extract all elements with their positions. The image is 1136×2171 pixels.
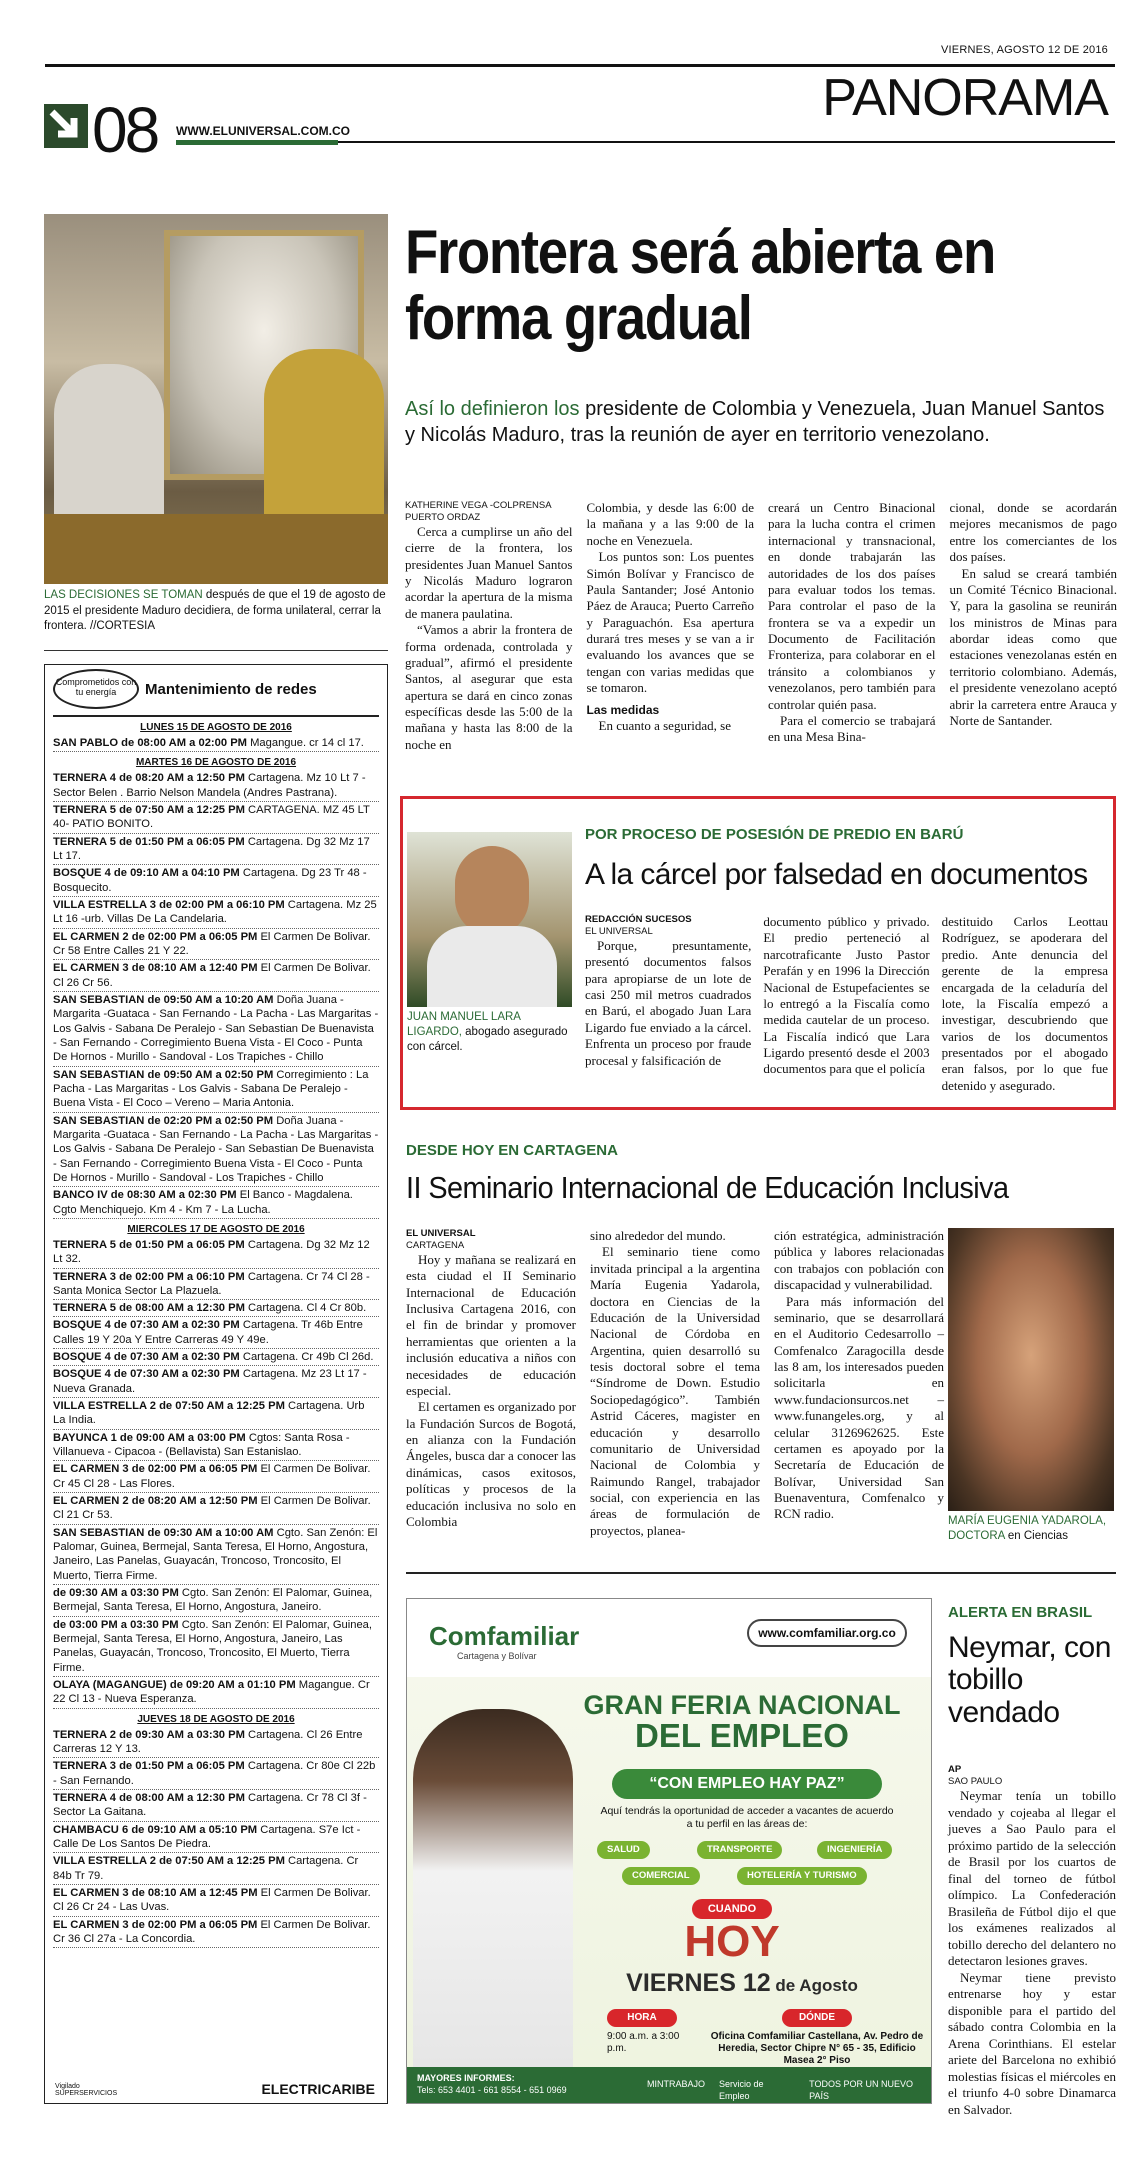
section-title: PANORAMA <box>822 69 1108 127</box>
schedule-item-detail: CARTAGENA. MZ 45 LT 40- PATIO BONITO. <box>53 803 370 831</box>
utility-brand: ELECTRICARIBE <box>261 2081 375 2097</box>
energy-logo: Comprometidos con tu energía <box>53 669 139 709</box>
schedule-item-title: TERNERA 4 de 08:00 AM a 12:30 PM <box>53 1792 245 1804</box>
lara-caption: JUAN MANUEL LARA LIGARDO, abogado asegurado con cárcel. <box>407 1011 568 1053</box>
partner-logos <box>647 2079 932 2102</box>
schedule-item-title: CHAMBACU 6 de 09:10 AM a 05:10 PM <box>53 1823 258 1836</box>
schedule-item-title: SAN SEBASTIAN de 02:20 PM a 02:50 PM <box>53 1114 274 1127</box>
paragraph: Neymar tenía un tobillo vendado y cojeaba al llegar el jueves a Sao Paulo para el próximo partido de la selección de Brasil por los cuartos de final del torneo de fútbol olímpico. La Confederación Brasileña de Fútbol dijo el que los exámenes realizados al tobillo derecho del delantero no detectaron lesiones graves. <box>948 1788 1116 1969</box>
schedule-item <box>53 1790 379 1822</box>
yadarola-caption: MARÍA EUGENIA YADAROLA, DOCTORA en Ciencias <box>948 1515 1107 1542</box>
schedule-item-title: TERNERA 2 de 09:30 AM a 03:30 PM <box>53 1728 245 1741</box>
where-label: DÓNDE <box>782 2009 852 2027</box>
story2-byline: REDACCIÓN SUCESOS <box>585 914 692 925</box>
story4-byline: AP <box>948 1764 962 1775</box>
logo-subtitle: Cartagena y Bolívar <box>457 1651 537 1661</box>
paragraph: Cerca a cumplirse un año del cierre de la frontera, los presidentes Juan Manuel Santos y Nicolás Maduro lograron acordar la apertura de la misma de manera paulatina. <box>405 523 573 621</box>
schedule-item-title: TERNERA 5 de 01:50 PM a 06:05 PM <box>53 835 245 848</box>
schedule-item-detail: Cartagena. Dg 32 Mz 12 Lt 32. <box>53 1238 370 1266</box>
ad-intro: Aquí tendrás la oportunidad de acceder a vacantes de acuerdo a tu perfil en las áreas de: <box>600 1805 894 1831</box>
area-tag: INGENIERÍA <box>817 1841 892 1859</box>
schedule-item-title: BOSQUE 4 de 07:30 AM a 02:30 PM <box>53 1351 240 1364</box>
schedule-item-detail: Cgto. San Zenón: El Palomar, Guinea, Bermejal, Santa Teresa, El Horno, Angostura, Janeiro, Las Panelas, Guayacán, Troncoso, Troncosito, El Muerto, Tierra Firme. <box>53 1526 378 1582</box>
ad-website[interactable]: www.comfamiliar.org.co <box>747 1619 907 1647</box>
section-divider <box>406 1572 1116 1574</box>
arrow-icon <box>44 104 88 148</box>
lara-photo <box>407 832 572 1007</box>
schedule-item <box>53 960 379 992</box>
paragraph: Hoy y mañana se realizará en esta ciudad el II Seminario Internacional de Educación Inclusiva Cartagena 2016, con el fin de brindar y promover herramientas que orienten a la inclusión educativa a niños con necesidades de educación especial. <box>406 1251 576 1398</box>
schedule-item-detail: Cartagena. Cr 49b Cl 26d. <box>239 1351 374 1364</box>
left-divider <box>44 650 388 651</box>
story3-col-3 <box>774 1228 944 1539</box>
partner-logo: Servicio de Empleo <box>719 2079 764 2101</box>
schedule-item <box>53 929 379 961</box>
schedule-item <box>53 1677 379 1709</box>
story2-kicker: POR PROCESO DE POSESIÓN DE PREDIO EN BARÚ <box>585 826 964 843</box>
schedule-item <box>53 897 379 929</box>
schedule-item-detail: Doña Juana - Margarita -Guataca - San Fernando - La Pacha - Las Margaritas - Los Galvis - Sabana De Peralejo - San Sebastian De Buenavista - San Fernando - Corregimiento Buena Vista - El Coco - Punta De Hornos - Murillo - Sandoval - Los Trapiches - Chillo <box>53 993 379 1064</box>
hour-label: HORA <box>607 2009 677 2027</box>
schedule-item <box>53 1300 379 1317</box>
schedule-item-title: TERNERA 4 de 08:20 AM a 12:50 PM <box>53 772 245 785</box>
lead-photo-caption: LAS DECISIONES SE TOMAN después de que el 19 de agosto de 2015 el presidente Maduro decidiera, de forma unilateral, cerrar la frontera. //CORTESIA <box>44 589 386 633</box>
paragraph: Los puntos son: Los puentes Simón Bolívar y Francisco de Paula Santander; José Antonio Páez de Arauca; Puerto Carreño y Paraguachón. Esa apertura durará tres meses y se van a ir evaluando los avances que se tengan con varias medidas que se tomaron. <box>586 549 754 696</box>
schedule-item-detail: Cartagena. Cr 84b Tr 79. <box>53 1855 359 1882</box>
person-left <box>54 364 164 524</box>
schedule-day-heading: LUNES 15 DE AGOSTO DE 2016 <box>140 722 292 733</box>
story3-body <box>406 1228 944 1539</box>
schedule-item-detail: El Carmen De Bolivar. Cl 21 Cr 53. <box>53 1495 371 1522</box>
ad-title <box>557 1691 927 1754</box>
issue-date: VIERNES, AGOSTO 12 DE 2016 <box>940 44 1108 56</box>
lead-body <box>405 500 1117 753</box>
schedule-item-title: VILLA ESTRELLA 2 de 07:50 AM a 12:25 PM <box>53 1855 285 1868</box>
where-text: Oficina Comfamiliar Castellana, Av. Pedro de Heredia, Sector Chipre N° 65 - 35, Edificio Masea 2° Piso <box>710 2031 924 2066</box>
schedule-item-title: SAN SEBASTIAN de 09:50 AM a 02:50 PM <box>53 1068 274 1081</box>
schedule-item-detail: Cartagena. S7e Ict - Calle De Los Santos De Piedra. <box>53 1823 361 1850</box>
regulator-logo: Vigilado SUPERSERVICIOS <box>55 2083 118 2097</box>
maintenance-schedule <box>53 722 379 1948</box>
schedule-item-title: SAN SEBASTIAN de 09:50 AM a 10:20 AM <box>53 993 274 1006</box>
schedule-item-detail: Cartagena. Cr 78 Cl 3f - Sector La Gaitana. <box>53 1792 367 1819</box>
schedule-item <box>53 1617 379 1677</box>
paragraph: documento público y privado. El predio perteneció al narcotraficante Justo Pastor Perafán y en 1996 la Dirección Nacional de Estupefacientes se lo entregó a la Fiscalía como medida cautelar de un proceso. La Fiscalía indicó que Lara Ligardo presentó desde el 2003 documentos para que el policía <box>763 914 930 1077</box>
schedule-item-detail: Corregimiento : La Pacha - Las Margaritas - Los Galvis - Sabana De Peralejo - Buena Vista - El Coco – Vereno – Maria Antonia. <box>53 1068 369 1110</box>
maintenance-header <box>53 669 379 717</box>
schedule-item-title: EL CARMEN 2 de 08:20 AM a 12:50 PM <box>53 1495 258 1508</box>
schedule-item-detail: El Banco - Magdalena. Cgto Menchiquejo. Km 4 - Km 7 - La Lucha. <box>53 1189 353 1216</box>
paragraph: ción estratégica, administración pública y labores relacionadas con trabajos con población con discapacidad y vulnerabilidad. <box>774 1228 944 1293</box>
schedule-item-title: BOSQUE 4 de 07:30 AM a 02:30 PM <box>53 1368 240 1381</box>
schedule-item-detail: El Carmen De Bolivar. Cr 36 Cl 27a - La Concordia. <box>53 1918 371 1945</box>
paragraph: Porque, presuntamente, presentó documentos falsos para apropiarse de un lote de casi 250 mil metros cuadrados en Barú, el abogado Juan Lara Ligardo fue enviado a la cárcel. Enfrenta un proceso por fraude procesal y falsificación de <box>585 937 752 1068</box>
paragraph: En salud se creará también un Comité Técnico Binacional. Y, para la gasolina se reunirán los ministros de Minas para abordar ideas como que estaciones venezolanas estén en territorio colombiano. Además, el presidente venezolano aceptó abrir la carretera entre Arauca y Norte de Santander. <box>949 565 1117 728</box>
schedule-item-title: BANCO IV de 08:30 AM a 02:30 PM <box>53 1189 237 1202</box>
schedule-item-detail: El Carmen De Bolivar. Cr 45 Cl 28 - Las Flores. <box>53 1463 371 1490</box>
schedule-item-detail: Cartagena. Urb La India. <box>53 1400 365 1427</box>
paragraph: “Vamos a abrir la frontera de forma ordenada, controlada y gradual”, afirmó el presidente Santos, al asegurar que esta apertura se dará en cinco zonas específicas desde las 5:00 de la mañana y hasta las 8:00 de la noche en <box>405 622 573 752</box>
hour-text: 9:00 a.m. a 3:00 p.m. <box>607 2031 680 2054</box>
schedule-item-detail: Cartagena. Mz 25 Lt 16 -urb. Villas De La Candelaria. <box>53 898 377 926</box>
schedule-item-title: EL CARMEN 3 de 02:00 PM a 06:05 PM <box>53 1918 258 1931</box>
area-tag: SALUD <box>597 1841 650 1859</box>
maintenance-title: Mantenimiento de redes <box>145 680 317 698</box>
schedule-item <box>53 770 379 802</box>
schedule-item <box>53 1067 379 1113</box>
schedule-item-detail: Cartagena. Cl 4 Cr 80b. <box>244 1302 367 1315</box>
story2-col-1 <box>585 914 751 1094</box>
schedule-item-detail: El Carmen De Bolivar. Cl 26 Cr 24 - Las Uvas. <box>53 1886 371 1914</box>
schedule-item <box>53 1187 379 1219</box>
ad-title-line2: DEL EMPLEO <box>635 1717 849 1755</box>
schedule-item-detail: Magangue. cr 14 cl 17. <box>246 737 364 749</box>
schedule-item <box>53 1317 379 1349</box>
story4-body <box>948 1764 1116 2118</box>
schedule-item-detail: Cgto. San Zenón: El Palomar, Guinea, Bermejal, Santa Teresa, El Horno, Angostura, Janeiro. <box>53 1587 373 1614</box>
schedule-item <box>53 1269 379 1301</box>
story4-dateline: SAO PAULO <box>948 1776 1003 1788</box>
area-tag: TRANSPORTE <box>697 1841 782 1859</box>
schedule-day-heading: MIERCOLES 17 DE AGOSTO DE 2016 <box>127 1223 305 1235</box>
schedule-item-detail: Cartagena. Dg 32 Mz 17 Lt 17. <box>53 835 370 862</box>
yadarola-photo <box>948 1228 1114 1511</box>
paragraph: En cuanto a seguridad, se <box>598 717 731 733</box>
schedule-item-title: SAN SEBASTIAN de 09:30 AM a 10:00 AM <box>53 1526 274 1539</box>
schedule-item-detail: Doña Juana - Margarita -Guataca - San Fernando - La Pacha - Las Margaritas - Los Galvis - Sabana De Peralejo - San Sebastian De Buenavista - San Fernando - Corregimiento Buena Vista - El Coco - Punta De Hornos - Murillo - Sandoval - Los Trapiches - Chillo <box>53 1114 379 1184</box>
schedule-item <box>53 1366 379 1398</box>
schedule-item <box>53 1758 379 1790</box>
schedule-item-detail: Magangue. Cr 22 Cl 13 - Nueva Esperanza. <box>53 1679 370 1706</box>
schedule-item-detail: Cartagena. Tr 46b Entre Calles 19 Y 20a Y Entre Carreras 49 Y 49e. <box>53 1319 363 1346</box>
schedule-item-title: BOSQUE 4 de 09:10 AM a 04:10 PM <box>53 867 240 880</box>
schedule-day-heading: MARTES 16 DE AGOSTO DE 2016 <box>135 757 297 769</box>
story3-col-1 <box>406 1228 576 1539</box>
area-tag: HOTELERÍA Y TURISMO <box>737 1867 867 1885</box>
schedule-item <box>53 1525 379 1585</box>
schedule-item <box>53 834 379 866</box>
schedule-item <box>53 1822 379 1854</box>
schedule-item <box>53 1727 379 1759</box>
schedule-item <box>53 1113 379 1188</box>
schedule-item-detail: Cartagena. Mz 23 Lt 17 - Nueva Granada. <box>53 1368 367 1395</box>
schedule-item-title: TERNERA 5 de 08:00 AM a 12:30 PM <box>53 1302 245 1315</box>
schedule-item-title: TERNERA 5 de 01:50 PM a 06:05 PM <box>53 1238 245 1251</box>
phones-label: MAYORES INFORMES: <box>417 2073 515 2083</box>
schedule-item-title: BAYUNCA 1 de 09:00 AM a 03:00 PM <box>53 1431 246 1444</box>
story4-headline: Neymar, con tobillo vendado <box>948 1631 1111 1729</box>
paragraph: Neymar tiene previsto entrenarse hoy y estar disponible para el partido del sábado contra Colombia en la Arena Corinthians. El estelar ariete del Barcelona no exhibió molestias físicas el miércoles en el triunfo 4-0 sobre Dinamarca en Salvador. <box>948 1969 1116 2117</box>
schedule-item <box>53 1349 379 1366</box>
when-label: CUANDO <box>692 1899 772 1919</box>
schedule-item <box>53 1917 379 1949</box>
schedule-item <box>53 1585 379 1617</box>
lead-col-1 <box>405 500 573 753</box>
paragraph: Colombia, y desde las 6:00 de la mañana y a las 9:00 de la noche en Venezuela. <box>586 500 754 548</box>
paragraph: sino alrededor del mundo. <box>590 1228 726 1243</box>
schedule-item-detail: Cartagena. Cl 26 Entre Carreras 12 Y 13. <box>53 1728 363 1756</box>
story3-headline: II Seminario Internacional de Educación Inclusiva <box>406 1170 1009 1205</box>
schedule-item <box>53 992 379 1067</box>
ad-date: VIERNES 12 de Agosto <box>626 1969 858 1997</box>
schedule-item <box>53 1493 379 1525</box>
paragraph: El seminario tiene como invitada principal a la argentina María Eugenia Yadarola, doctora en Ciencias de la Educación de la Universidad Nacional de Córdoba en Argentina, quien desarrolló su tesis doctoral sobre el tema “Síndrome de Down. Estudio Sociopedagógico”. También Astrid Cáceres, magister en educación y desarrollo comunitario de Universidad Nacional de Colombia y Raimundo Rangel, trabajador social, con experiencia en las áreas de formulación de proyectos, planea- <box>590 1244 760 1538</box>
story3-dateline: CARTAGENA <box>406 1239 465 1251</box>
page-number: 08 <box>92 94 158 166</box>
paragraph: cional, donde se acordarán mejores mecanismos de pago entre los comerciantes de los dos países. <box>949 500 1117 565</box>
story2-col-2 <box>763 914 929 1094</box>
schedule-item <box>53 735 379 752</box>
lead-photo <box>44 214 388 584</box>
face <box>455 846 529 936</box>
schedule-item-detail: El Carmen De Bolivar. Cr 58 Entre Calles 21 Y 22. <box>53 930 371 957</box>
phones: Tels: 653 4401 - 661 8554 - 651 0969 <box>417 2084 567 2095</box>
ad-model-photo <box>413 1709 573 2069</box>
story2-source: EL UNIVERSAL <box>585 925 653 937</box>
schedule-item-title: de 09:30 AM a 03:30 PM <box>53 1587 179 1600</box>
person-right <box>264 349 384 524</box>
schedule-item <box>53 865 379 897</box>
story3-byline: EL UNIVERSAL <box>406 1228 476 1239</box>
lead-col-4 <box>950 500 1118 753</box>
paragraph: Para más información del seminario, que se desarrollará en el Auditorio Cedesarrollo – Comfenalco Zaragocilla desde las 8 am, los interesados pueden solicitarla en www.fundacionsurcos.net – www.funangeles.org, y al celular 3126962625. Este certamen es apoyado por la Secretaría de Educación de Bolívar, Universidad San Buenaventura, Comfenalco y RCN radio. <box>774 1293 944 1522</box>
schedule-item-detail: Cgtos: Santa Rosa - Villanueva - Cipacoa - (Bellavista) San Estanislao. <box>53 1431 350 1459</box>
podium <box>44 514 388 584</box>
paragraph: Para el comercio se trabajará en una Mesa Bina- <box>768 712 936 745</box>
schedule-item <box>53 1237 379 1269</box>
schedule-item-title: VILLA ESTRELLA 2 de 07:50 AM a 12:25 PM <box>53 1400 285 1413</box>
schedule-item-detail: Cartagena. Cr 74 Cl 28 - Santa Monica Sector La Plazuela. <box>53 1270 370 1297</box>
paragraph: creará un Centro Binacional para la lucha contra el crimen internacional y transnacional, en donde trabajarán las autoridades de los dos países para evaluar todos los temas. Para controlar el paso de la frontera se va a expedir un Documento de Facilitación Fronteriza, para colaborar en el tránsito a colombianos y venezolanos, pero también para controlar quién pasa. <box>768 500 936 712</box>
schedule-item-detail: Cartagena. Cr 80e Cl 22b - San Fernando. <box>53 1760 376 1787</box>
lead-col-3 <box>768 500 936 753</box>
lead-headline: Frontera será abierta en forma gradual <box>405 218 995 353</box>
schedule-item <box>53 802 379 834</box>
schedule-item-title: EL CARMEN 3 de 02:00 PM a 06:05 PM <box>53 1463 258 1476</box>
story2-body <box>585 914 1108 1094</box>
schedule-item-title: BOSQUE 4 de 07:30 AM a 02:30 PM <box>53 1319 240 1332</box>
story3-kicker: DESDE HOY EN CARTAGENA <box>406 1142 618 1159</box>
schedule-item-title: EL CARMEN 3 de 08:10 AM a 12:45 PM <box>53 1886 258 1899</box>
schedule-item-title: OLAYA (MAGANGUE) de 09:20 AM a 01:10 PM <box>53 1679 296 1692</box>
schedule-item-detail: Cgto. San Zenón: El Palomar, Guinea, Bermejal, Santa Teresa, El Horno, Angostura, Janeiro, Las Panelas, Guayacán, Troncoso, Troncosito, El Muerto, Tierra Firme. <box>53 1618 373 1674</box>
subheading: Las medidas <box>586 702 660 717</box>
schedule-item-detail: El Carmen De Bolivar. Cl 26 Cr 56. <box>53 962 371 989</box>
maintenance-notice <box>44 664 388 2104</box>
schedule-item-title: VILLA ESTRELLA 3 de 02:00 PM a 06:10 PM <box>53 898 285 911</box>
schedule-item <box>53 1398 379 1430</box>
story2-headline: A la cárcel por falsedad en documentos <box>585 858 1088 891</box>
schedule-item-detail: Cartagena. Mz 10 Lt 7 - Sector Belen . Barrio Nelson Mandela (Andres Pastrana). <box>53 772 366 799</box>
schedule-item-title: EL CARMEN 2 de 02:00 PM a 06:05 PM <box>53 930 258 943</box>
shirt <box>427 926 557 1007</box>
today-text: HOY <box>684 1917 780 1966</box>
story4-kicker: ALERTA EN BRASIL <box>948 1604 1093 1621</box>
schedule-item-title: TERNERA 5 de 07:50 AM a 12:25 PM <box>53 803 245 816</box>
schedule-item <box>53 1853 379 1885</box>
header-accent <box>176 140 338 145</box>
header-rule <box>45 64 1115 67</box>
area-tag: COMERCIAL <box>622 1867 700 1885</box>
lead-byline: KATHERINE VEGA -COLPRENSA <box>405 500 552 511</box>
schedule-item <box>53 1461 379 1493</box>
lead-dateline: PUERTO ORDAZ <box>405 511 481 523</box>
schedule-item-detail: Cartagena. Dg 23 Tr 48 - Bosquecito. <box>53 867 367 894</box>
schedule-item-title: de 03:00 PM a 03:30 PM <box>53 1618 179 1631</box>
paragraph: destituido Carlos Leottau Rodríguez, se apoderara del predio. Ante denuncia del gerente de la empresa encargada de la celaduría del lote, la Fiscalía empezó a investigar, descubriendo que varios de los documentos presentados por el abogado eran falsos, por lo que fue detenido y asegurado. <box>941 914 1108 1093</box>
ad-title-line1: GRAN FERIA NACIONAL <box>583 1690 901 1720</box>
schedule-day-heading: JUEVES 18 DE AGOSTO DE 2016 <box>137 1713 295 1725</box>
ad-slogan: “CON EMPLEO HAY PAZ” <box>612 1769 882 1799</box>
schedule-item-title: TERNERA 3 de 02:00 PM a 06:10 PM <box>53 1270 245 1283</box>
story3-col-2 <box>590 1228 760 1539</box>
ad-footer <box>407 2067 932 2104</box>
partner-logo: TODOS POR UN NUEVO PAÍS <box>809 2079 913 2101</box>
schedule-item-title: EL CARMEN 3 de 08:10 AM a 12:40 PM <box>53 962 258 975</box>
partner-logo: MINTRABAJO <box>647 2079 706 2089</box>
lead-deck: Así lo definieron los presidente de Colombia y Venezuela, Juan Manuel Santos y Nicolás Maduro, tras la reunión de ayer en territorio venezolano. <box>405 398 1105 446</box>
paragraph: El certamen es organizado por la Fundación Surcos de Bogotá, en alianza con la Fundación Ángeles, busca dar a conocer las dinámicas, casos exitosos, políticas y procesos de la educación inclusiva no solo en Colombia <box>406 1399 576 1529</box>
schedule-item-title: SAN PABLO de 08:00 AM a 02:00 PM <box>53 737 247 749</box>
job-fair-ad[interactable] <box>406 1598 932 2104</box>
schedule-item <box>53 1885 379 1917</box>
site-url[interactable]: WWW.ELUNIVERSAL.COM.CO <box>176 124 350 138</box>
comfamiliar-logo: Comfamiliar <box>429 1621 580 1651</box>
story2-col-3 <box>942 914 1108 1094</box>
schedule-item <box>53 1430 379 1462</box>
header-divider <box>338 141 1115 143</box>
schedule-item-title: TERNERA 3 de 01:50 PM a 06:05 PM <box>53 1760 245 1773</box>
lead-col-2 <box>587 500 755 753</box>
